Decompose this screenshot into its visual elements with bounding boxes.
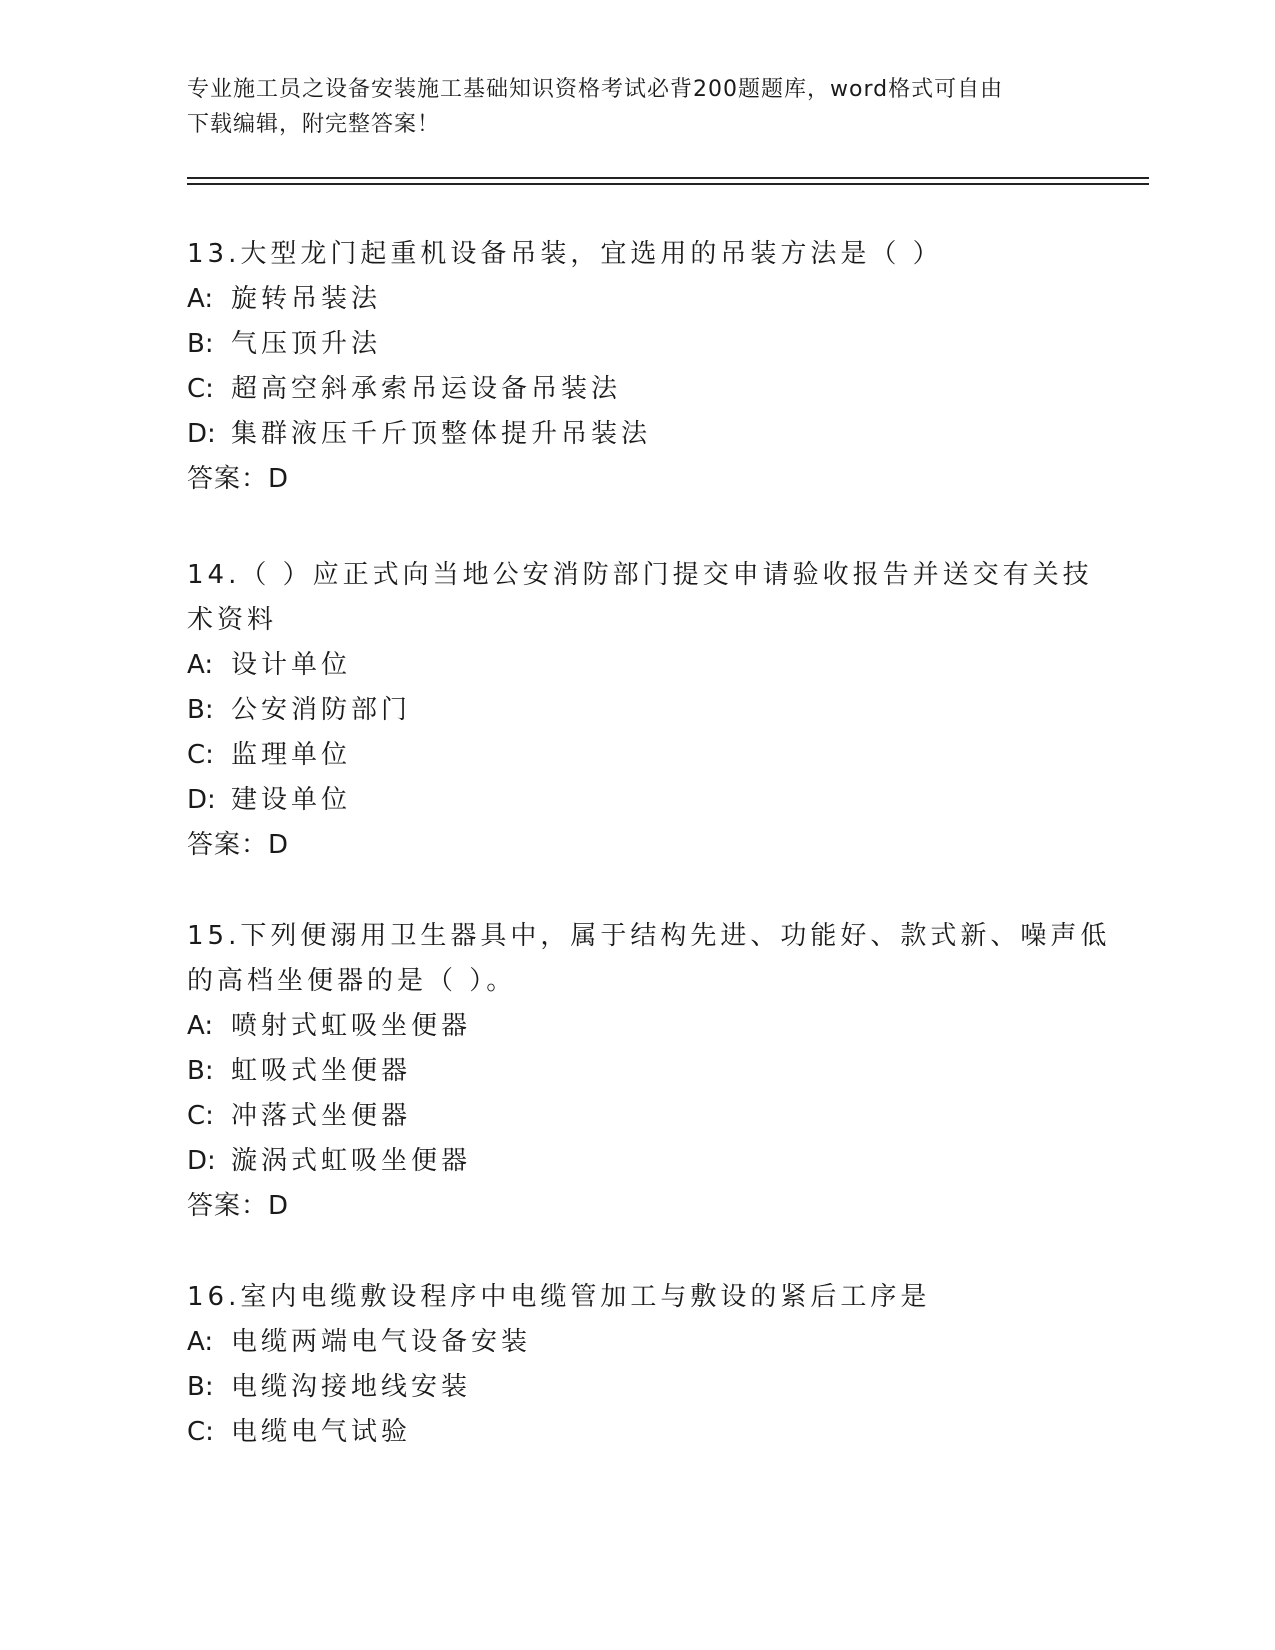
answer: 答案：D xyxy=(187,464,290,494)
question-stem xyxy=(187,914,1111,1004)
option-letter: C: xyxy=(187,374,214,404)
option-letter: D: xyxy=(187,785,216,815)
question-stem-line: 14.（ ）应正式向当地公安消防部门提交申请验收报告并送交有关技 xyxy=(187,560,1093,590)
option-b xyxy=(187,1365,1087,1410)
option-text: 建设单位 xyxy=(231,785,352,815)
option-c xyxy=(187,1410,1087,1455)
question-14 xyxy=(187,553,1093,868)
question-stem-line: 16.室内电缆敷设程序中电缆管加工与敷设的紧后工序是 xyxy=(187,1282,931,1312)
question-stem xyxy=(187,1275,1087,1320)
option-text: 喷射式虹吸坐便器 xyxy=(231,1011,472,1041)
option-letter: D: xyxy=(187,419,216,449)
option-d xyxy=(187,412,1087,457)
option-text: 冲落式坐便器 xyxy=(231,1101,412,1131)
option-b xyxy=(187,1049,1087,1094)
question-15 xyxy=(187,914,1111,1229)
option-a xyxy=(187,1004,1087,1049)
option-text: 漩涡式虹吸坐便器 xyxy=(231,1146,472,1176)
question-stem-line: 术资料 xyxy=(187,605,278,635)
option-letter: B: xyxy=(187,1372,214,1402)
option-a xyxy=(187,1320,1087,1365)
option-text: 集群液压千斤顶整体提升吊装法 xyxy=(231,419,652,449)
option-d xyxy=(187,778,1087,823)
option-c xyxy=(187,367,1087,412)
answer: 答案：D xyxy=(187,830,290,860)
question-stem xyxy=(187,553,1093,643)
option-b xyxy=(187,322,1087,367)
option-letter: C: xyxy=(187,1417,214,1447)
question-stem xyxy=(187,232,1087,277)
option-text: 虹吸式坐便器 xyxy=(231,1056,412,1086)
option-text: 设计单位 xyxy=(231,650,352,680)
header-divider-top xyxy=(187,177,1149,179)
answer: 答案：D xyxy=(187,1191,290,1221)
option-letter: D: xyxy=(187,1146,216,1176)
option-c xyxy=(187,1094,1087,1139)
question-stem-line: 的高档坐便器的是（ ）。 xyxy=(187,966,517,996)
option-d xyxy=(187,1139,1087,1184)
header-line-1: 专业施工员之设备安装施工基础知识资格考试必背200题题库，word格式可自由 xyxy=(187,77,1004,102)
option-text: 超高空斜承索吊运设备吊装法 xyxy=(231,374,622,404)
question-stem-line: 13.大型龙门起重机设备吊装，宜选用的吊装方法是（ ） xyxy=(187,239,943,269)
option-letter: A: xyxy=(187,1327,214,1357)
option-text: 电缆沟接地线安装 xyxy=(231,1372,472,1402)
option-a xyxy=(187,643,1087,688)
option-b xyxy=(187,688,1087,733)
option-letter: C: xyxy=(187,1101,214,1131)
option-a xyxy=(187,277,1087,322)
header-line-2: 下载编辑，附完整答案！ xyxy=(187,112,441,137)
option-text: 监理单位 xyxy=(231,740,352,770)
question-13 xyxy=(187,232,1087,502)
option-letter: C: xyxy=(187,740,214,770)
option-letter: A: xyxy=(187,1011,214,1041)
option-text: 气压顶升法 xyxy=(231,329,382,359)
option-text: 电缆电气试验 xyxy=(231,1417,412,1447)
option-letter: B: xyxy=(187,329,214,359)
option-c xyxy=(187,733,1087,778)
option-letter: A: xyxy=(187,650,214,680)
option-text: 电缆两端电气设备安装 xyxy=(231,1327,532,1357)
option-letter: B: xyxy=(187,695,214,725)
document-header xyxy=(187,72,1067,142)
question-stem-line: 15.下列便溺用卫生器具中，属于结构先进、功能好、款式新、噪声低 xyxy=(187,921,1111,951)
question-16 xyxy=(187,1275,1087,1455)
option-text: 公安消防部门 xyxy=(231,695,412,725)
option-letter: B: xyxy=(187,1056,214,1086)
option-letter: A: xyxy=(187,284,214,314)
option-text: 旋转吊装法 xyxy=(231,284,382,314)
header-divider-bottom xyxy=(187,183,1149,185)
